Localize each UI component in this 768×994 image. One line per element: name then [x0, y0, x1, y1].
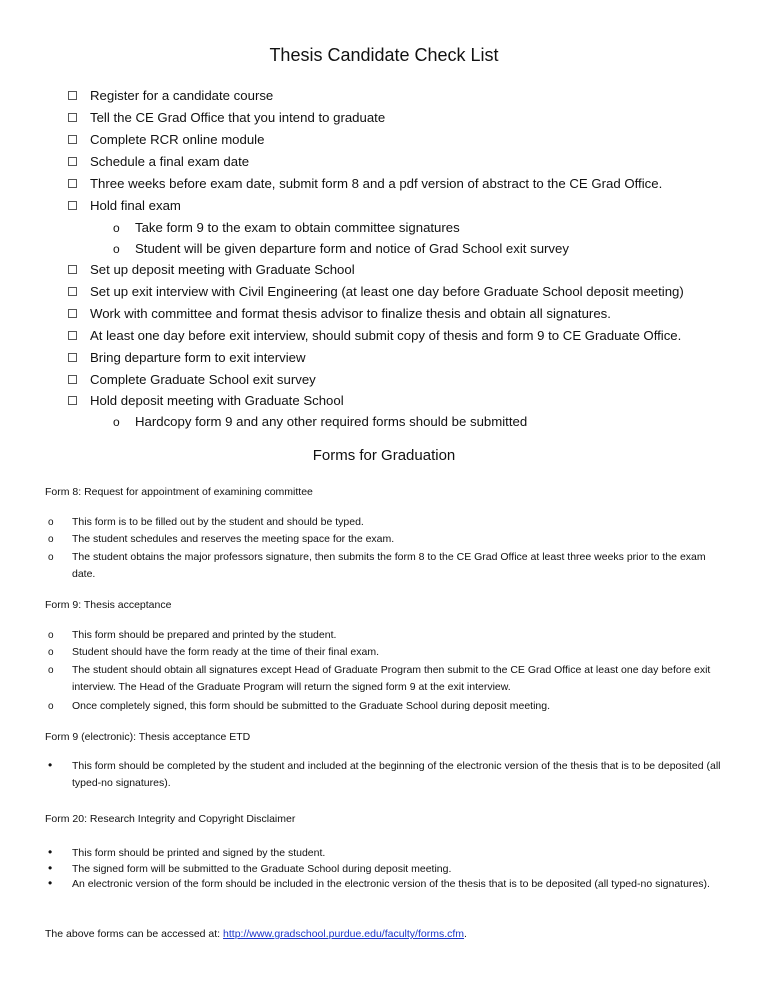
checkbox-icon	[68, 265, 77, 274]
checkbox-icon	[68, 396, 77, 405]
checkbox-icon	[68, 353, 77, 362]
bullet-dot-icon: •	[48, 845, 53, 859]
checkbox-icon	[68, 91, 77, 100]
checkbox-icon	[68, 331, 77, 340]
form-header: Form 9 (electronic): Thesis acceptance ETD	[45, 731, 251, 743]
checkbox-icon	[68, 135, 77, 144]
circle-bullet-icon: o	[48, 665, 54, 676]
form-header: Form 9: Thesis acceptance	[45, 599, 172, 611]
bullet-dot-icon: •	[48, 861, 53, 875]
circle-bullet-icon: o	[113, 242, 120, 256]
forms-link[interactable]: http://www.gradschool.purdue.edu/faculty/forms.cfm	[223, 928, 465, 940]
circle-bullet-icon: o	[48, 647, 54, 658]
circle-bullet-icon: o	[113, 415, 120, 429]
circle-bullet-icon: o	[48, 630, 54, 641]
bullet-dot-icon: •	[48, 876, 53, 890]
checkbox-icon	[68, 113, 77, 122]
bullet-dot-icon: •	[48, 758, 53, 772]
circle-bullet-icon: o	[113, 221, 120, 235]
checkbox-icon	[68, 157, 77, 166]
checkbox-icon	[68, 375, 77, 384]
checkbox-icon	[68, 179, 77, 188]
circle-bullet-icon: o	[48, 552, 54, 563]
page-title: Thesis Candidate Check List	[269, 45, 499, 65]
circle-bullet-icon: o	[48, 534, 54, 545]
checkbox-icon	[68, 201, 77, 210]
form-header: Form 8: Request for appointment of examining committee	[45, 486, 313, 498]
form-header: Form 20: Research Integrity and Copyright Disclaimer	[45, 813, 296, 825]
checkbox-icon	[68, 287, 77, 296]
circle-bullet-icon: o	[48, 517, 54, 528]
circle-bullet-icon: o	[48, 701, 54, 712]
document-page: Thesis Candidate Check List Register for a candidate course Tell the CE Grad Office that you intend to graduate Complete RCR online module Schedule a final exam date Three weeks before exam date, submit form 8 and a pdf version of abstract to the CE Grad Office. Hold final exam o Take form 9 to the exam to obtain committee signatures o Student will be given departure form and notice of Grad School exit survey Set up deposit meeting with Graduate School Set up exit interview with Civil Engineering (at least one day before Graduate School deposit meeting) Work with committee and format thesis advisor to finalize thesis and obtain all signatures. At least one day before exit interview, should submit copy of thesis and form 9 to CE Graduate Office. Bring departure form to exit interview Complete Graduate School exit survey Hold deposit meeting with Graduate School o Hardcopy form 9 and any other required forms should be submitted Forms for Graduation Form 8: Request for appointment of examining committee o This form is to be filled out by the student and should be typed. o The student schedules and reserves the meeting space for the exam. o The student obtains the major professors signature, then submits the form 8 to the CE Grad Office at least three weeks prior to the exam date. Form 9: Thesis acceptance o This form should be prepared and printed by the student. o Student should have the form ready at the time of their final exam. o The student should obtain all signatures except Head of Graduate Program then submit to the CE Grad Office at least one day before exit interview. The Head of the Graduate Program will return the signed form 9 at the exit interview. o Once completely signed, this form should be submitted to the Graduate School during deposit meeting. Form 9 (electronic): Thesis acceptance ETD • This form should be completed by the student and included at the beginning of the electronic version of the thesis that is to be deposited (all typed-no signatures). Form 20: Research Integrity and Copyright Disclaimer • This form should be printed and signed by the student. • The signed form will be submitted to the Graduate School during deposit meeting. • An electronic version of the form should be included in the electronic version of the thesis that is to be deposited (all typed-no signatures). The above forms can be accessed at: http://www.gradschool.purdue.edu/faculty/forms.cfm.	[0, 0, 768, 994]
forms-heading: Forms for Graduation	[312, 447, 456, 464]
checkbox-icon	[68, 309, 77, 318]
footer-note: The above forms can be accessed at: http://www.gradschool.purdue.edu/faculty/forms.cfm.	[45, 928, 467, 940]
